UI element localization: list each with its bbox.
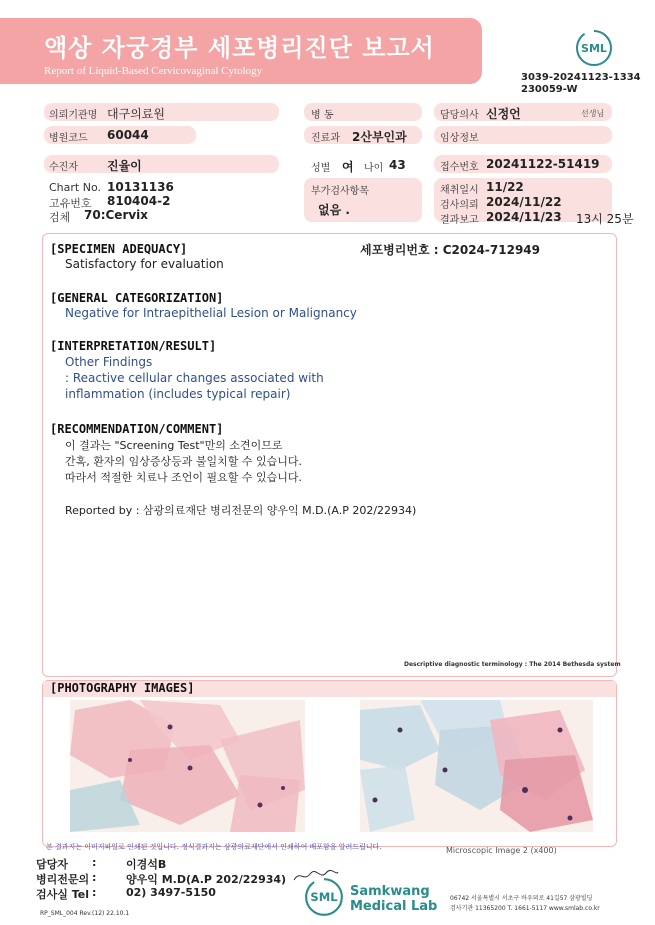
adequacy-text: Satisfactory for evaluation: [65, 257, 224, 271]
pathologist-colon: :: [92, 871, 97, 884]
receipt-no-label: 접수번호: [440, 162, 479, 173]
company-name: [350, 884, 437, 914]
hospital-code-value: 60044: [107, 128, 149, 142]
reported-by: Reported by : 삼광의료재단 병리전문의 양우익 M.D.(A.P 202/22934): [65, 504, 417, 517]
institution-label: 의뢰기관명: [49, 110, 98, 121]
lab-tel-value: 02) 3497-5150: [126, 886, 216, 899]
age-value: 43: [389, 158, 406, 172]
print-notice: 본 결과지는 이미지파일로 인쇄된 것입니다. 정식결과지는 삼광의료재단에서 인쇄하여 배포함을 알려드립니다.: [46, 843, 382, 851]
receipt-no-value: 20241122-51419: [486, 157, 600, 171]
department-value: 2산부인과: [352, 130, 407, 144]
extra-tests-label: 부가검사항목: [311, 186, 369, 197]
institution-value: 대구의료원: [107, 107, 165, 121]
microscopic-image-2: [360, 700, 593, 832]
collected-label: 채취일시: [440, 185, 479, 196]
recommendation-line1: 이 결과는 "Screening Test"만의 소견이므로: [65, 439, 283, 452]
ward-label: 병 동: [311, 110, 334, 121]
chart-no-value: 10131136: [107, 180, 174, 194]
image2-caption: Microscopic Image 2 (x400): [446, 846, 557, 855]
company-line1: Samkwang: [350, 884, 430, 899]
reported-value: 2024/11/23: [486, 210, 562, 224]
doctor-label: 담당의사: [440, 110, 479, 121]
report-title: 액상 자궁경부 세포병리진단 보고서: [44, 34, 435, 62]
staff-value: 이경석B: [126, 858, 167, 871]
recommendation-heading: [RECOMMENDATION/COMMENT]: [50, 422, 224, 436]
patient-value: 진율이: [107, 159, 142, 173]
patient-row: [44, 155, 279, 173]
specimen-label: 검체: [49, 211, 71, 224]
requested-label: 검사의뢰: [440, 200, 479, 211]
report-id: [521, 72, 641, 96]
footer-logo-text: SML: [310, 890, 338, 905]
report-subtitle: Report of Liquid-Based Cervicovaginal Cytology: [44, 65, 263, 77]
extra-tests-value: 없음 .: [318, 203, 350, 217]
pathologist-label: 병리전문의: [36, 873, 90, 886]
reported-time: 13시 25분: [576, 212, 634, 226]
reported-label: 결과보고: [440, 215, 479, 226]
pathologist-value: 양우익 M.D(A.P 202/22934): [126, 873, 287, 886]
sex-value: 여: [342, 160, 354, 174]
cytology-number: 세포병리번호 : C2024-712949: [360, 243, 540, 257]
adequacy-heading: [SPECIMEN ADEQUACY]: [50, 242, 188, 256]
report-id-line2: 230059-W: [521, 84, 578, 95]
recommendation-line2: 간혹, 환자의 임상증상등과 불일치할 수 있습니다.: [65, 455, 302, 468]
staff-colon: :: [92, 856, 97, 869]
interpretation-line3: inflammation (includes typical repair): [65, 387, 291, 401]
photography-heading: [PHOTOGRAPHY IMAGES]: [50, 681, 195, 695]
general-text: Negative for Intraepithelial Lesion or Malignancy: [65, 306, 357, 320]
specimen-value: 70:Cervix: [84, 208, 149, 222]
collected-value: 11/22: [486, 180, 524, 194]
terminology-note: Descriptive diagnostic terminology : The 2014 Bethesda system: [404, 661, 621, 668]
address-line1: 06742 서울특별시 서초구 바우뫼로 41길57 삼광빌딩: [450, 895, 593, 902]
doctor-suffix: 선생님: [581, 109, 605, 118]
staff-label: 담당자: [36, 858, 68, 871]
sex-label: 성별: [311, 163, 331, 174]
recommendation-line3: 따라서 적절한 치료나 조언이 필요할 수 있습니다.: [65, 471, 302, 484]
hospital-code-label: 병원코드: [49, 133, 88, 144]
interpretation-line1: Other Findings: [65, 355, 153, 369]
requested-value: 2024/11/22: [486, 195, 562, 209]
logo-text: SML: [581, 42, 607, 55]
unique-no-value: 810404-2: [107, 194, 171, 208]
lab-tel-label: 검사실 Tel: [36, 888, 89, 901]
doctor-value: 신정언: [486, 107, 521, 121]
samkwang-logo-icon: [303, 876, 345, 918]
chart-no-label: Chart No.: [49, 181, 101, 194]
microscopic-image-1: [70, 700, 305, 832]
company-line2: Medical Lab: [350, 899, 438, 914]
patient-label: 수진자: [49, 162, 78, 173]
age-label: 나이: [364, 163, 384, 174]
unique-no-label: 고유번호: [49, 197, 92, 210]
interpretation-heading: [INTERPRETATION/RESULT]: [50, 339, 217, 353]
department-label: 진료과: [311, 133, 340, 144]
interpretation-line2: : Reactive cellular changes associated with: [65, 371, 324, 385]
sml-logo-icon: [574, 28, 614, 68]
address-line2: 검사기관 11365200 T. 1661-5117 www.smlab.co.kr: [450, 905, 600, 912]
form-code: RP_SML_004 Rev.(12) 22.10.1: [40, 910, 130, 917]
lab-tel-colon: :: [92, 886, 97, 899]
clinical-info-label: 임상정보: [440, 133, 479, 144]
report-id-line1: 3039-20241123-1334: [521, 72, 641, 83]
general-heading: [GENERAL CATEGORIZATION]: [50, 291, 224, 305]
